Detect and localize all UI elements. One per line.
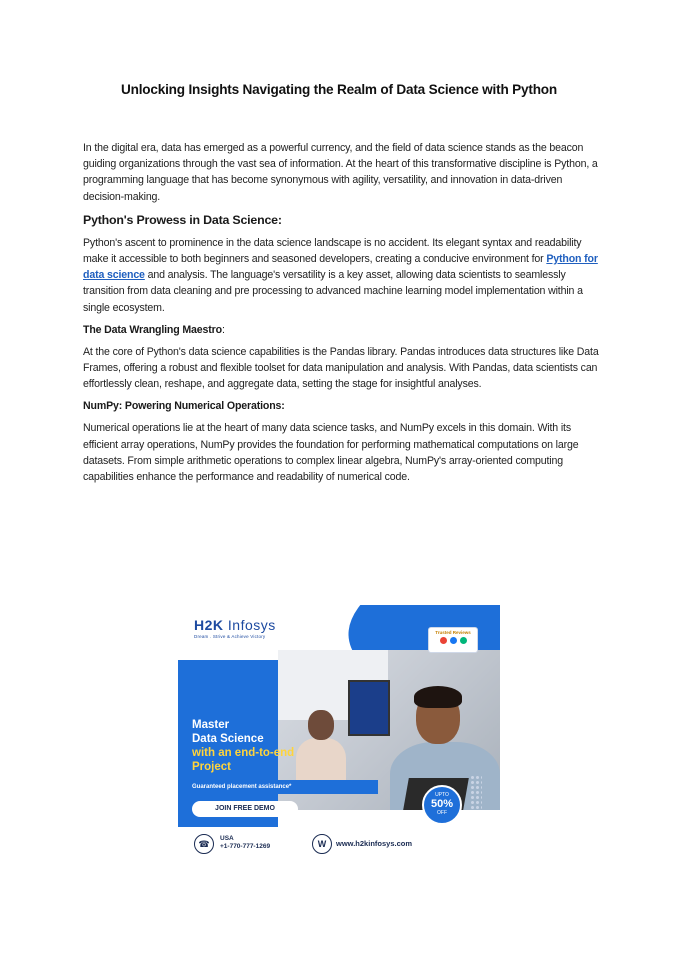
h2k-infosys-logo xyxy=(194,617,276,639)
logo-tagline: Dream . Strive & Achieve Victory xyxy=(194,634,266,639)
placement-text: Guaranteed placement assistance* xyxy=(192,784,292,790)
python-for-data-science-link[interactable]: Python for data science xyxy=(83,253,598,282)
section-heading-data-wrangling xyxy=(83,324,599,336)
phone-icon: ☎ xyxy=(194,834,214,854)
data-wrangling-paragraph: At the core of Python's data science capabilities is the Pandas library. Pandas introduces data structures like Data Frames, offering a robust and flexible toolset for data manipulation and analysis. With Pandas, data scientists can effortlessly clean, reshape, and aggregate data, setting the stage for insightful analyses. xyxy=(83,345,599,391)
facebook-icon xyxy=(450,637,457,644)
logo-h2k: H2K xyxy=(194,617,224,633)
website-url: www.h2kinfosys.com xyxy=(336,839,412,848)
prowess-text-after-link: and analysis. The language's versatility is a key asset, allowing data scientists to seamlessly transition from data cleaning and pre processing to advanced machine learning model implementation within a single ecosystem. xyxy=(83,269,583,314)
phone-number: +1-770-777-1269 xyxy=(220,843,271,850)
reviews-badge-text: Trusted Reviews xyxy=(435,630,471,635)
reviews-badge xyxy=(428,627,478,653)
ad-photo-background-person-head xyxy=(308,710,334,740)
prowess-text-before-link: Python's ascent to prominence in the data science landscape is no accident. Its elegant syntax and readability make it accessible to both beginners and seasoned developers, creating a conducive environment for xyxy=(83,236,582,266)
phone-label: USA xyxy=(220,835,234,842)
logo-infosys: Infosys xyxy=(227,617,276,633)
offer-off: OFF xyxy=(437,810,447,816)
ad-footer xyxy=(178,827,500,857)
reviews-badge-icons xyxy=(429,637,477,644)
google-icon xyxy=(440,637,447,644)
headline-line-2: Data Science xyxy=(192,733,264,745)
intro-paragraph: In the digital era, data has emerged as a powerful currency, and the field of data science stands as the beacon guiding organizations through the vast sea of information. At the heart of this transformative discipline is Python, a programming language that has become synonymous with agility, versatility, and innovation in data-driven decision-making. xyxy=(83,142,598,203)
document-body xyxy=(83,140,599,493)
prowess-paragraph xyxy=(83,235,599,316)
phone-contact xyxy=(220,835,270,851)
offer-badge xyxy=(422,785,462,825)
ad-headline xyxy=(192,718,294,774)
decorative-dots xyxy=(470,775,482,811)
ad-photo-man-hair xyxy=(414,686,462,708)
web-icon: W xyxy=(312,834,332,854)
data-wrangling-heading-colon: : xyxy=(221,323,225,336)
offer-percent: 50% xyxy=(430,798,454,810)
headline-line-4: Project xyxy=(192,761,231,773)
document-title: Unlocking Insights Navigating the Realm of Data Science with Python xyxy=(120,82,558,97)
headline-line-3: with an end-to-end xyxy=(192,747,295,759)
section-heading-numpy: NumPy: Powering Numerical Operations: xyxy=(83,400,285,413)
data-wrangling-heading-text: The Data Wrangling Maestro xyxy=(83,323,222,336)
join-free-demo-button[interactable]: JOIN FREE DEMO xyxy=(192,801,298,817)
numpy-paragraph: Numerical operations lie at the heart of many data science tasks, and NumPy excels in this domain. With its efficient array operations, NumPy provides the foundation for performing mathematical computations on large datasets. From simple arithmetic operations to complex linear algebra, NumPy's array-oriented computing capabilities enhance the performance and readability of numerical code. xyxy=(83,422,579,484)
logo-wordmark xyxy=(194,617,276,633)
offer-upto: UPTO xyxy=(435,792,449,798)
section-heading-prowess: Python's Prowess in Data Science: xyxy=(83,212,282,227)
ad-photo-monitor xyxy=(348,680,390,736)
headline-line-1: Master xyxy=(192,719,230,731)
star-icon xyxy=(460,637,467,644)
h2k-infosys-ad-banner xyxy=(178,605,500,857)
